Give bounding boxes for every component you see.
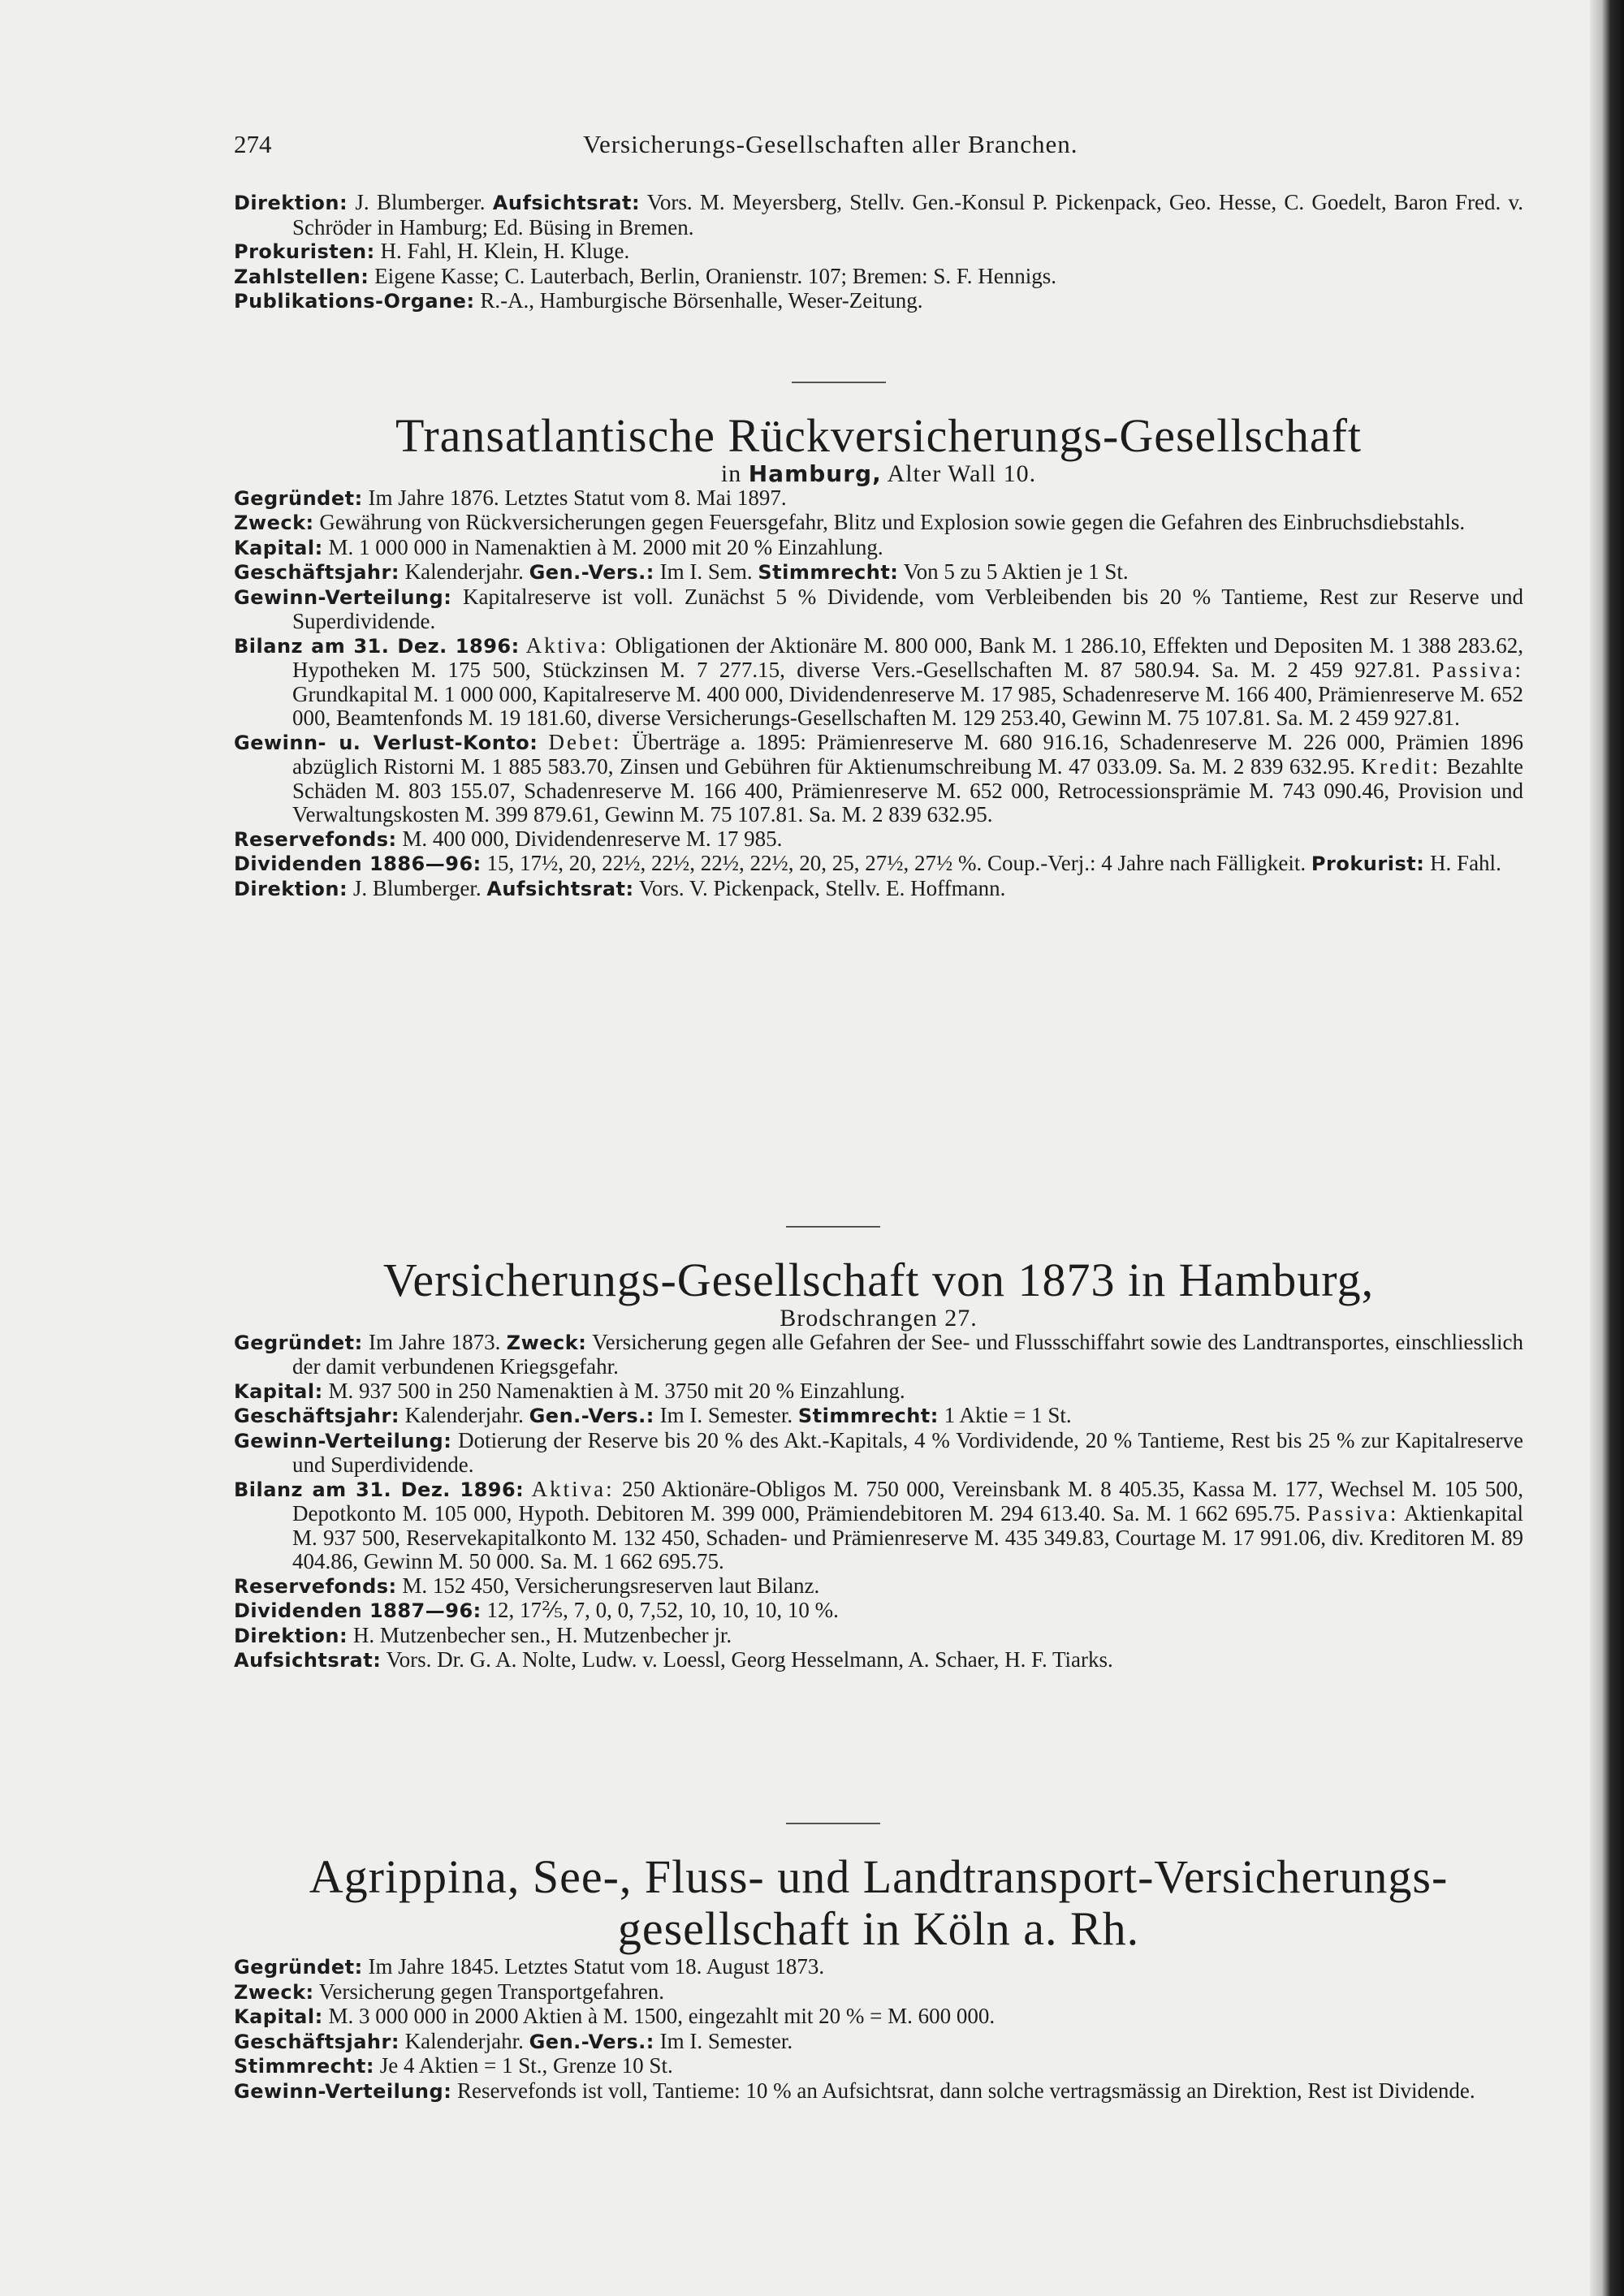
text-gewinn: Dotierung der Reserve bis 20 % des Akt.-Kapitals, 4 % Vordividende, 20 % Tantieme, Rest bis 25 % zur Kapitalreserve und Superdividende. xyxy=(292,1427,1524,1477)
text-geschaeftsjahr: Kalenderjahr. xyxy=(404,1403,524,1427)
text-gegruendet: Im Jahre 1876. Letztes Statut vom 8. Mai 1897. xyxy=(368,485,787,510)
page-edge-shadow xyxy=(1590,0,1624,2296)
entry-gegruendet xyxy=(234,486,1523,511)
label-reservefonds: Reservefonds: xyxy=(234,1574,397,1598)
entry-kapital xyxy=(234,1379,1523,1405)
running-title: Versicherungs-Gesellschaften aller Branchen. xyxy=(583,130,1078,158)
text-reservefonds: M. 152 450, Versicherungsreserven laut Bilanz. xyxy=(402,1573,820,1598)
label-aufsichtsrat: Aufsichtsrat: xyxy=(492,192,641,214)
label-kapital: Kapital: xyxy=(234,536,323,559)
text-direktion: J. Blumberger. xyxy=(355,190,486,214)
text-reservefonds: M. 400 000, Dividendenreserve M. 17 985. xyxy=(402,826,783,851)
section-title-line2: gesellschaft in Köln a. Rh. xyxy=(617,1902,1140,1955)
entry-kapital xyxy=(234,2005,1523,2030)
text-kapital: M. 937 500 in 250 Namenaktien à M. 3750 mit 20 % Einzahlung. xyxy=(328,1378,905,1403)
section-agrippina xyxy=(234,1851,1523,2104)
entry-kapital xyxy=(234,536,1523,561)
entry-reservefonds xyxy=(234,1574,1523,1599)
text-stimmrecht: Von 5 zu 5 Aktien je 1 St. xyxy=(903,559,1129,584)
text-passiva: Grundkapital M. 1 000 000, Kapitalreserve M. 400 000, Dividendenreserve M. 17 985, Schadenreserve M. 166 400, Prämienreserve M. 652 000, Beamtenfonds M. 19 181.60, diverse Versicherungs-Gesellschaften M. 129 253.40, Gewinn M. 75 107.81. Sa. M. 2 459 927.81. xyxy=(292,681,1523,730)
section-title: Transatlantische Rückversicherungs-Gesellschaft xyxy=(395,409,1363,462)
label-gegruendet: Gegründet: xyxy=(234,1956,363,1979)
label-genvers: Gen.-Vers.: xyxy=(529,2030,654,2053)
label-zweck: Zweck: xyxy=(234,511,314,534)
label-stimmrecht: Stimmrecht: xyxy=(234,2055,374,2078)
label-dividenden: Dividenden 1887—96: xyxy=(234,1599,482,1622)
text-gegruendet: Im Jahre 1845. Letztes Statut vom 18. August 1873. xyxy=(368,1954,825,1979)
entry-gewinn xyxy=(234,2079,1523,2104)
text-prokurist: H. Fahl. xyxy=(1430,851,1501,875)
entry-geschaeftsjahr xyxy=(234,2030,1523,2055)
label-reservefonds: Reservefonds: xyxy=(234,827,397,851)
entry-gegruendet xyxy=(234,1331,1523,1379)
label-passiva: Passiva: xyxy=(1307,1501,1399,1526)
label-geschaeftsjahr: Geschäftsjahr: xyxy=(234,561,400,584)
text-genvers: Im I. Semester. xyxy=(659,2028,793,2053)
section-von-1873 xyxy=(234,1254,1523,1673)
entry-geschaeftsjahr xyxy=(234,560,1523,585)
text-aufsichtsrat: Vors. Dr. G. A. Nolte, Ludw. v. Loessl, Georg Hesselmann, A. Schaer, H. F. Tiarks. xyxy=(386,1647,1113,1672)
label-aufsichtsrat: Aufsichtsrat: xyxy=(486,877,634,900)
label-gvk: Gewinn- u. Verlust-Konto: xyxy=(234,731,538,754)
label-direktion: Direktion: xyxy=(234,192,348,214)
text-publikation: R.-A., Hamburgische Börsenhalle, Weser-Zeitung. xyxy=(480,288,923,313)
text-geschaeftsjahr: Kalenderjahr. xyxy=(404,2028,524,2053)
page-number: 274 xyxy=(234,130,272,158)
entry-bilanz xyxy=(234,634,1523,731)
section-transatlantische xyxy=(234,410,1523,901)
section-divider xyxy=(792,382,886,383)
entry-dividenden xyxy=(234,1599,1523,1624)
text-kapital: M. 3 000 000 in 2000 Aktien à M. 1500, eingezahlt mit 20 % = M. 600 000. xyxy=(328,2004,996,2028)
section-subtitle: Brodschrangen 27. xyxy=(780,1305,978,1331)
text-gewinn: Kapitalreserve ist voll. Zunächst 5 % Dividende, vom Verbleibenden bis 20 % Tantieme, Rest zur Reserve und Superdividende. xyxy=(292,584,1523,633)
label-zahlstellen: Zahlstellen: xyxy=(234,265,369,288)
text-kredit: Bezahlte Schäden M. 803 155.07, Schadenreserve M. 166 400, Prämienreserve M. 652 000, Retrocessionsprämie M. 743 090.46, Provision und Verwaltungskosten M. 399 879.61, Gewinn M. 75 107.81. Sa. M. 2 839 632.95. xyxy=(292,754,1523,826)
section-title-line1: Agrippina, See-, Fluss- und Landtransport-Versicherungs- xyxy=(309,1850,1449,1903)
label-prokurist: Prokurist: xyxy=(1311,852,1425,875)
label-prokuristen: Prokuristen: xyxy=(234,240,375,263)
entry-geschaeftsjahr xyxy=(234,1404,1523,1429)
label-aufsichtsrat: Aufsichtsrat: xyxy=(234,1649,382,1672)
text-debet: Überträge a. 1895: Prämienreserve M. 680 916.16, Schadenreserve M. 226 000, Prämien 1896 abzüglich Ristorni M. 1 885 583.70, Zinsen und Gebühren für Aktienumschreibung M. 47 033.09. Sa. M. 2 839 632.95. xyxy=(292,729,1524,779)
label-aktiva: Aktiva: xyxy=(525,632,609,658)
entry-zweck xyxy=(234,1980,1523,2005)
label-zweck: Zweck: xyxy=(506,1331,587,1354)
label-bilanz: Bilanz am 31. Dez. 1896: xyxy=(234,634,520,658)
text-aufsichtsrat: Vors. M. Meyersberg, Stellv. Gen.-Konsul P. Pickenpack, Geo. Hesse, C. Goedelt, Baron Fred. v. Schröder in Hamburg; Ed. Büsing in Bremen. xyxy=(292,190,1523,240)
entry-gvk xyxy=(234,731,1523,827)
entry-aufsichtsrat xyxy=(234,1648,1523,1673)
label-bilanz: Bilanz am 31. Dez. 1896: xyxy=(234,1478,525,1501)
text-genvers: Im I. Semester. xyxy=(659,1403,793,1427)
label-aktiva: Aktiva: xyxy=(531,1476,615,1501)
entry-gegruendet xyxy=(234,1955,1523,1980)
entry-dividenden xyxy=(234,852,1523,877)
entry-prokuristen xyxy=(234,240,1523,265)
label-geschaeftsjahr: Geschäftsjahr: xyxy=(234,1405,400,1427)
label-zweck: Zweck: xyxy=(234,1980,314,2004)
label-stimmrecht: Stimmrecht: xyxy=(758,561,899,584)
text-geschaeftsjahr: Kalenderjahr. xyxy=(404,559,524,584)
sub-address: Alter Wall 10. xyxy=(887,460,1037,487)
sub-city: Hamburg, xyxy=(748,460,882,487)
entry-publikation xyxy=(234,289,1523,314)
label-direktion: Direktion: xyxy=(234,1624,348,1647)
text-passiva: Aktienkapital M. 937 500, Reservekapitalkonto M. 132 450, Schaden- und Prämienreserve M. 435 349.83, Courtage M. 17 991.06, div. Kreditoren M. 89 404.86, Gewinn M. 50 000. Sa. M. 1 662 695.75. xyxy=(292,1501,1523,1573)
sub-prefix: in xyxy=(720,460,742,487)
text-zweck: Gewährung von Rückversicherungen gegen Feuersgefahr, Blitz und Explosion sowie gegen die Gefahren des Einbruchsdiebstahls. xyxy=(319,510,1466,534)
label-stimmrecht: Stimmrecht: xyxy=(797,1405,939,1427)
text-stimmrecht: Je 4 Aktien = 1 St., Grenze 10 St. xyxy=(379,2053,673,2078)
label-kapital: Kapital: xyxy=(234,1379,323,1403)
section-divider xyxy=(786,1226,880,1228)
label-gegruendet: Gegründet: xyxy=(234,1331,363,1354)
section-divider xyxy=(786,1823,880,1824)
top-section xyxy=(234,191,1523,314)
label-direktion: Direktion: xyxy=(234,877,348,900)
label-gewinn: Gewinn-Verteilung: xyxy=(234,2079,452,2103)
entry-direktion xyxy=(234,877,1523,902)
text-dividenden: 15, 17½, 20, 22½, 22½, 22½, 22½, 20, 25, 27½, 27½ %. Coup.-Verj.: 4 Jahre nach Fälligkeit. xyxy=(486,851,1307,875)
entry-direktion xyxy=(234,191,1523,240)
entry-zahlstellen xyxy=(234,265,1523,290)
entry-bilanz xyxy=(234,1478,1523,1574)
label-gewinn: Gewinn-Verteilung: xyxy=(234,585,452,609)
label-gegruendet: Gegründet: xyxy=(234,486,363,510)
entry-zweck xyxy=(234,511,1523,536)
entry-gewinn xyxy=(234,585,1523,634)
section-subtitle xyxy=(234,462,1523,486)
text-stimmrecht: 1 Aktie = 1 St. xyxy=(944,1403,1072,1427)
text-dividenden: 12, 17⅖, 7, 0, 0, 7,52, 10, 10, 10, 10 %. xyxy=(486,1598,839,1622)
entry-reservefonds xyxy=(234,827,1523,852)
label-publikation: Publikations-Organe: xyxy=(234,290,475,313)
entry-gewinn xyxy=(234,1429,1523,1478)
text-zweck: Versicherung gegen Transportgefahren. xyxy=(318,1979,665,2004)
label-geschaeftsjahr: Geschäftsjahr: xyxy=(234,2030,400,2053)
text-zahlstellen: Eigene Kasse; C. Lauterbach, Berlin, Oranienstr. 107; Bremen: S. F. Hennigs. xyxy=(374,263,1057,288)
label-dividenden: Dividenden 1886—96: xyxy=(234,852,482,875)
page-header xyxy=(234,130,1533,162)
label-passiva: Passiva: xyxy=(1432,658,1523,682)
text-aktiva: Obligationen der Aktionäre M. 800 000, Bank M. 1 286.10, Effekten und Depositen M. 1 388 283.62, Hypotheken M. 175 500, Stückzinsen M. 7 277.15, diverse Vers.-Gesellschaften M. 87 580.94. Sa. M. 2 459 927.81. xyxy=(292,632,1523,682)
label-genvers: Gen.-Vers.: xyxy=(529,1405,654,1427)
label-debet: Debet: xyxy=(548,729,622,754)
text-direktion: J. Blumberger. xyxy=(352,875,482,900)
entry-direktion xyxy=(234,1624,1523,1649)
text-direktion: H. Mutzenbecher sen., H. Mutzenbecher jr. xyxy=(352,1622,732,1647)
text-genvers: Im I. Sem. xyxy=(659,559,753,584)
text-gewinn: Reservefonds ist voll, Tantieme: 10 % an Aufsichtsrat, dann solche vertragsmässig an Direktion, Rest ist Dividende. xyxy=(457,2078,1475,2103)
label-gewinn: Gewinn-Verteilung: xyxy=(234,1429,452,1452)
text-prokuristen: H. Fahl, H. Klein, H. Kluge. xyxy=(380,239,630,263)
text-zweck: Versicherung gegen alle Gefahren der See- und Flussschiffahrt sowie des Landtransportes, einschliesslich der damit verbundenen Kriegsgefahr. xyxy=(292,1329,1523,1379)
label-kapital: Kapital: xyxy=(234,2005,323,2028)
text-aufsichtsrat: Vors. V. Pickenpack, Stellv. E. Hoffmann. xyxy=(638,875,1006,900)
text-aktiva: 250 Aktionäre-Obligos M. 750 000, Vereinsbank M. 8 405.35, Kassa M. 177, Wechsel M. 105 500, Depotkonto M. 105 000, Hypoth. Debitoren M. 399 000, Prämiendebitoren M. 294 613.40. Sa. M. 1 662 695.75. xyxy=(292,1476,1524,1526)
entry-stimmrecht xyxy=(234,2054,1523,2079)
text-kapital: M. 1 000 000 in Namenaktien à M. 2000 mit 20 % Einzahlung. xyxy=(328,534,883,559)
text-gegruendet: Im Jahre 1873. xyxy=(369,1329,501,1354)
label-genvers: Gen.-Vers.: xyxy=(529,561,654,584)
label-kredit: Kredit: xyxy=(1361,754,1440,779)
section-title: Versicherungs-Gesellschaft von 1873 in Hamburg, xyxy=(382,1254,1375,1306)
